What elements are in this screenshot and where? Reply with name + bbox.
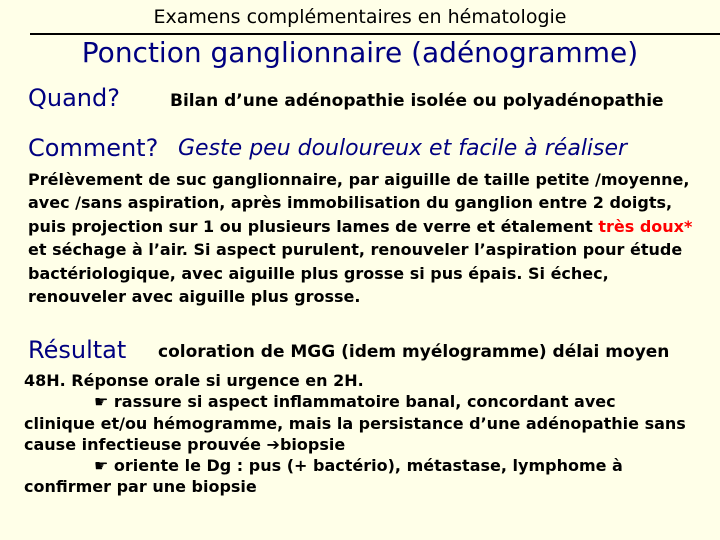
prelevement-text-end: et séchage à l’air. Si aspect purulent, renouveler l’aspiration pour étude bactériologique, avec aiguille plus grosse si pus épais. Si échec, renouveler avec aiguille plus grosse. (28, 240, 683, 307)
point-1-end: biopsie (279, 434, 346, 454)
resultat-point-2 (24, 455, 692, 498)
page-title: Ponction ganglionnaire (adénogramme) (81, 36, 639, 69)
pointing-hand-icon: ☛ (94, 392, 109, 412)
resultat-text: coloration de MGG (idem myélogramme) délai moyen (158, 342, 670, 362)
quand-label: Quand? (28, 84, 120, 112)
resultat-body (24, 370, 692, 498)
point-1-text: rassure si aspect inflammatoire banal, concordant avec clinique et/ou hémogramme, mais la persistance d’une adénopathie sans cause infectieuse prouvée (24, 392, 686, 454)
prelevement-highlight: très doux* (598, 216, 693, 236)
comment-label: Comment? (28, 134, 159, 162)
prelevement-paragraph (28, 168, 698, 308)
resultat-line2: 48H. Réponse orale si urgence en 2H. (24, 371, 364, 390)
resultat-label: Résultat (28, 336, 127, 364)
pointing-hand-icon: ☛ (94, 456, 109, 476)
prelevement-text-start: Prélèvement de suc ganglionnaire, par aiguille de taille petite /moyenne, avec /sans aspiration, après immobilisation du ganglion entre 2 doigts, puis projection sur 1 ou plusieurs lames de verre et étalement (28, 170, 690, 236)
header-title: Examens complémentaires en hématologie (153, 6, 567, 28)
comment-text: Geste peu douloureux et facile à réaliser (178, 136, 628, 161)
quand-text: Bilan d’une adénopathie isolée ou polyadénopathie (170, 91, 664, 111)
header-divider (30, 33, 720, 35)
arrow-right-icon: ➔ (266, 434, 280, 454)
point-2-text: oriente le Dg : pus (+ bactério), métastase, lymphome à confirmer par une biopsie (24, 456, 623, 497)
resultat-point-1 (24, 391, 692, 455)
